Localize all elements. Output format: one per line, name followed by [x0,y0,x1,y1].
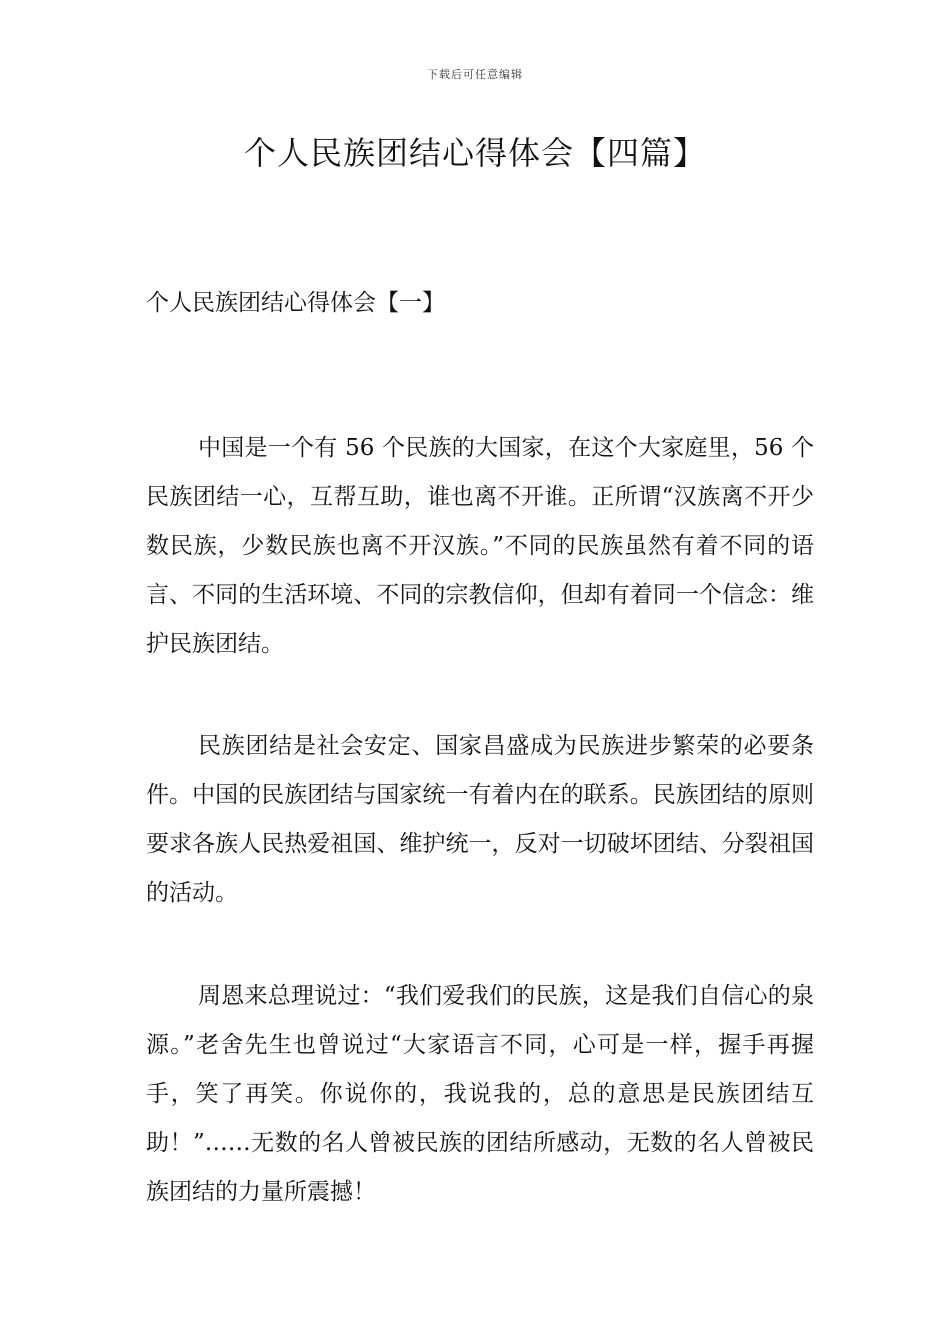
paragraph-3: 周恩来总理说过：“我们爱我们的民族，这是我们自信心的泉源。”老舍先生也曾说过“大家语言不同，心可是一样，握手再握手，笑了再笑。你说你的，我说我的，总的意思是民族团结互助！”……无数的名人曾被民族的团结所感动，无数的名人曾被民族团结的力量所震撼！ [146,983,814,1205]
paragraph-1: 中国是一个有 56 个民族的大国家，在这个大家庭里，56 个民族团结一心，互帮互助，谁也离不开谁。正所谓“汉族离不开少数民族，少数民族也离不开汉族。”不同的民族虽然有着不同的语言、不同的生活环境、不同的宗教信仰，但却有着同一个信念：维护民族团结。 [146,435,814,657]
section-title: 个人民族团结心得体会【一】 [146,290,445,316]
document-title: 个人民族团结心得体会【四篇】 [243,134,706,172]
paragraph-2: 民族团结是社会安定、国家昌盛成为民族进步繁荣的必要条件。中国的民族团结与国家统一有着内在的联系。民族团结的原则要求各族人民热爱祖国、维护统一，反对一切破坏团结、分裂祖国的活动。 [146,733,814,906]
header-note: 下载后可任意编辑 [427,68,523,81]
